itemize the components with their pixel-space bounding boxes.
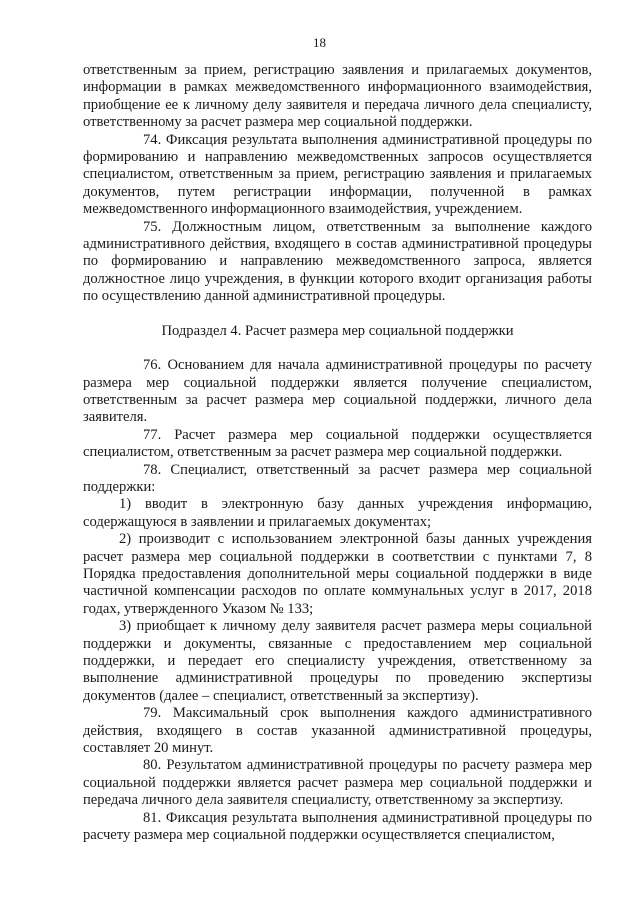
paragraph-74: 74. Фиксация результата выполнения административной процедуры по формированию и направлению межведомственных запросов осуществляется специалистом, ответственным за прием, регистрацию заявления и прилагаемых документов, путем регистрации информации, полученной в рамках межведомственного информационного взаимодействия, учреждением. xyxy=(83,131,592,218)
section-heading: Подраздел 4. Расчет размера мер социальной поддержки xyxy=(161,322,514,339)
list-item-3: 3) приобщает к личному делу заявителя расчет размера меры социальной поддержки и документы, связанные с предоставлением мер социальной поддержки, и передает его специалисту учреждения, ответственному за выполнение административной процедуры по проведению экспертизы документов (далее – специалист, ответственный за экспертизу). xyxy=(83,618,592,704)
paragraph-77: 77. Расчет размера мер социальной поддержки осуществляется специалистом, ответственным за расчет размера мер социальной поддержки. xyxy=(83,426,592,461)
paragraph-continuation: ответственным за прием, регистрацию заявления и прилагаемых документов, информации в рамках межведомственного информационного взаимодействия, приобщение ее к личному делу заявителя и передача личного дела специалисту, ответственному за расчет размера мер социальной поддержки. xyxy=(83,62,592,131)
paragraph-78: 78. Специалист, ответственный за расчет размера мер социальной поддержки: xyxy=(83,461,592,495)
list-item-1: 1) вводит в электронную базу данных учреждения информацию, содержащуюся в заявлении и прилагаемых документах; xyxy=(83,496,592,530)
list-item-2: 2) производит с использованием электронной базы данных учреждения расчет размера мер социальной поддержки в соответствии с пунктами 7, 8 Порядка предоставления дополнительной меры социальной поддержки в виде частичной компенсации расходов по оплате коммунальных услуг в 2017, 2018 годах, утвержденного Указом № 133; xyxy=(83,531,592,617)
paragraph-79: 79. Максимальный срок выполнения каждого административного действия, входящего в состав указанной административной процедуры, составляет 20 минут. xyxy=(83,705,592,757)
page-number: 18 xyxy=(313,35,326,50)
paragraph-75: 75. Должностным лицом, ответственным за выполнение каждого административного действия, входящего в состав административной процедуры по формированию и направлению межведомственного запроса, является должностное лицо учреждения, в функции которого входит организация работы по осуществлению данной административной процедуры. xyxy=(83,218,592,305)
paragraph-76: 76. Основанием для начала административной процедуры по расчету размера мер социальной поддержки является получение специалистом, ответственным за расчет размера мер социальной поддержки, личного дела заявителя. xyxy=(83,357,592,426)
paragraph-80: 80. Результатом административной процедуры по расчету размера мер социальной поддержки является расчет размера мер социальной поддержки и передача личного дела заявителя специалисту, ответственному за экспертизу. xyxy=(83,757,592,809)
paragraph-81: 81. Фиксация результата выполнения административной процедуры по расчету размера мер социальной поддержки осуществляется специалистом, xyxy=(83,809,592,844)
document-body xyxy=(83,62,592,844)
